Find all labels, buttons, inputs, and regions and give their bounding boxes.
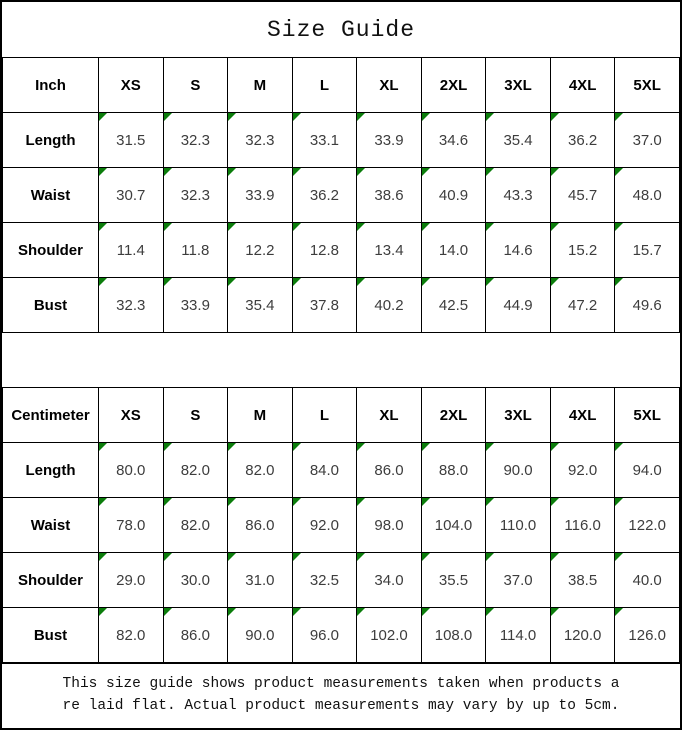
- cell-value: 13.4: [374, 241, 404, 259]
- cell-value: 35.5: [438, 571, 469, 589]
- cell-note-marker-icon: [228, 608, 236, 616]
- value-cell: [357, 553, 422, 608]
- size-header-cell: [615, 388, 680, 443]
- value-cell: [292, 608, 357, 663]
- header-label: 4XL: [568, 76, 597, 94]
- cell-value: 30.0: [180, 571, 210, 589]
- row-label: Waist: [30, 516, 71, 534]
- value-cell: [292, 113, 357, 168]
- value-cell: [292, 278, 357, 333]
- value-cell: [615, 278, 680, 333]
- value-cell: [550, 553, 615, 608]
- cell-value: 33.9: [180, 296, 210, 314]
- cell-value: 94.0: [632, 461, 662, 479]
- value-cell: [486, 113, 551, 168]
- size-header-cell: [292, 58, 357, 113]
- value-cell: [421, 553, 486, 608]
- table-row: [3, 553, 680, 608]
- cell-note-marker-icon: [228, 278, 236, 286]
- cell-note-marker-icon: [228, 113, 236, 121]
- centimeter-size-table: [2, 387, 680, 663]
- cell-note-marker-icon: [422, 553, 430, 561]
- cell-note-marker-icon: [422, 608, 430, 616]
- header-label: XL: [379, 406, 399, 424]
- cell-value: 32.3: [180, 131, 210, 149]
- cell-value: 33.9: [374, 131, 404, 149]
- cell-value: 34.6: [438, 131, 469, 149]
- cell-value: 49.6: [632, 296, 662, 314]
- cell-note-marker-icon: [293, 553, 301, 561]
- cell-note-marker-icon: [615, 113, 623, 121]
- value-cell: [99, 113, 164, 168]
- row-label-cell: [3, 608, 99, 663]
- cell-note-marker-icon: [228, 553, 236, 561]
- value-cell: [550, 168, 615, 223]
- cell-value: 84.0: [309, 461, 340, 479]
- cell-value: 116.0: [564, 516, 601, 534]
- size-header-cell: [163, 388, 228, 443]
- cell-value: 40.9: [438, 186, 469, 204]
- value-cell: [163, 113, 228, 168]
- header-label: Inch: [35, 76, 66, 94]
- header-label: S: [190, 406, 201, 424]
- size-header-cell: [228, 58, 293, 113]
- value-cell: [292, 223, 357, 278]
- cell-value: 82.0: [180, 461, 210, 479]
- cell-note-marker-icon: [486, 223, 494, 231]
- value-cell: [550, 498, 615, 553]
- value-cell: [615, 168, 680, 223]
- cell-value: 40.0: [632, 571, 662, 589]
- cell-value: 44.9: [503, 296, 533, 314]
- value-cell: [99, 278, 164, 333]
- header-label: Centimeter: [11, 406, 90, 424]
- measurement-note-line2: re laid flat. Actual product measurements may vary by up to 5cm.: [62, 698, 620, 714]
- value-cell: [292, 168, 357, 223]
- value-cell: [615, 443, 680, 498]
- row-label: Waist: [30, 186, 71, 204]
- value-cell: [486, 608, 551, 663]
- row-label-cell: [3, 223, 99, 278]
- cell-value: 92.0: [309, 516, 340, 534]
- cell-note-marker-icon: [99, 168, 107, 176]
- table-row: [3, 168, 680, 223]
- cell-note-marker-icon: [99, 113, 107, 121]
- cell-value: 14.0: [438, 241, 469, 259]
- value-cell: [486, 168, 551, 223]
- cell-note-marker-icon: [615, 223, 623, 231]
- value-cell: [615, 498, 680, 553]
- value-cell: [99, 223, 164, 278]
- value-cell: [228, 553, 293, 608]
- cell-value: 11.8: [181, 241, 210, 259]
- cell-value: 120.0: [563, 626, 602, 644]
- cell-note-marker-icon: [615, 608, 623, 616]
- cell-note-marker-icon: [551, 223, 559, 231]
- cell-value: 31.5: [116, 131, 146, 149]
- cell-note-marker-icon: [357, 553, 365, 561]
- header-label: 3XL: [504, 76, 532, 94]
- cell-note-marker-icon: [293, 223, 301, 231]
- cell-note-marker-icon: [228, 443, 236, 451]
- header-label: 2XL: [439, 406, 468, 424]
- value-cell: [421, 498, 486, 553]
- row-label: Bust: [33, 626, 68, 644]
- cell-note-marker-icon: [615, 553, 623, 561]
- cell-note-marker-icon: [164, 113, 172, 121]
- cell-note-marker-icon: [486, 278, 494, 286]
- table-row: [3, 443, 680, 498]
- cell-value: 36.2: [309, 186, 340, 204]
- table-spacer: [2, 333, 680, 387]
- header-label: XL: [379, 76, 399, 94]
- value-cell: [163, 498, 228, 553]
- cell-note-marker-icon: [357, 168, 365, 176]
- value-cell: [486, 498, 551, 553]
- header-label: 5XL: [633, 76, 661, 94]
- cell-value: 47.2: [568, 296, 598, 314]
- cell-note-marker-icon: [615, 168, 623, 176]
- value-cell: [421, 113, 486, 168]
- header-label: 2XL: [439, 76, 468, 94]
- size-header-cell: [357, 58, 422, 113]
- value-cell: [228, 168, 293, 223]
- cell-note-marker-icon: [486, 608, 494, 616]
- value-cell: [357, 278, 422, 333]
- cell-value: 102.0: [370, 626, 408, 644]
- value-cell: [99, 553, 164, 608]
- cell-note-marker-icon: [486, 113, 494, 121]
- unit-header-cell: [3, 388, 99, 443]
- value-cell: [292, 498, 357, 553]
- cell-value: 34.0: [374, 571, 404, 589]
- cell-value: 35.4: [503, 131, 533, 149]
- value-cell: [615, 553, 680, 608]
- measurement-note-line1: This size guide shows product measurements taken when products a: [62, 676, 620, 693]
- value-cell: [421, 278, 486, 333]
- row-label-cell: [3, 443, 99, 498]
- value-cell: [163, 608, 228, 663]
- value-cell: [421, 443, 486, 498]
- cell-note-marker-icon: [551, 608, 559, 616]
- cell-note-marker-icon: [357, 113, 365, 121]
- row-label: Shoulder: [17, 571, 83, 589]
- cell-note-marker-icon: [551, 168, 559, 176]
- measurement-note: [2, 663, 680, 728]
- cell-note-marker-icon: [164, 443, 172, 451]
- cell-value: 12.8: [309, 241, 340, 259]
- size-header-cell: [163, 58, 228, 113]
- cell-note-marker-icon: [615, 498, 623, 506]
- value-cell: [228, 608, 293, 663]
- cell-value: 48.0: [632, 186, 662, 204]
- size-header-cell: [292, 388, 357, 443]
- size-header-cell: [550, 388, 615, 443]
- size-header-cell: [486, 388, 551, 443]
- cell-value: 82.0: [245, 461, 275, 479]
- cell-note-marker-icon: [422, 113, 430, 121]
- value-cell: [163, 278, 228, 333]
- size-header-cell: [99, 388, 164, 443]
- cell-note-marker-icon: [615, 443, 623, 451]
- cell-value: 32.5: [309, 571, 340, 589]
- cell-value: 114.0: [499, 626, 537, 644]
- value-cell: [550, 443, 615, 498]
- cell-note-marker-icon: [99, 553, 107, 561]
- header-row: [3, 388, 680, 443]
- size-header-cell: [357, 388, 422, 443]
- cell-value: 96.0: [309, 626, 340, 644]
- cell-value: 11.4: [116, 241, 145, 259]
- cell-value: 45.7: [568, 186, 598, 204]
- cell-note-marker-icon: [293, 608, 301, 616]
- cell-value: 32.3: [180, 186, 210, 204]
- cell-value: 15.2: [568, 241, 598, 259]
- value-cell: [357, 223, 422, 278]
- cell-value: 122.0: [628, 516, 666, 534]
- value-cell: [421, 168, 486, 223]
- cell-value: 12.2: [245, 241, 275, 259]
- value-cell: [615, 113, 680, 168]
- cell-note-marker-icon: [357, 223, 365, 231]
- cell-note-marker-icon: [99, 608, 107, 616]
- cell-value: 38.5: [568, 571, 598, 589]
- row-label: Length: [25, 461, 76, 479]
- cell-note-marker-icon: [422, 168, 430, 176]
- value-cell: [486, 443, 551, 498]
- cell-value: 110.0: [499, 516, 537, 534]
- cell-value: 36.2: [568, 131, 598, 149]
- value-cell: [163, 223, 228, 278]
- cell-value: 82.0: [180, 516, 210, 534]
- value-cell: [228, 278, 293, 333]
- cell-value: 38.6: [374, 186, 404, 204]
- cell-note-marker-icon: [422, 498, 430, 506]
- value-cell: [163, 168, 228, 223]
- page-title: Size Guide: [266, 16, 416, 43]
- cell-note-marker-icon: [99, 498, 107, 506]
- cell-value: 82.0: [116, 626, 146, 644]
- value-cell: [550, 113, 615, 168]
- cell-value: 108.0: [434, 626, 473, 644]
- cell-value: 37.8: [309, 296, 340, 314]
- unit-header-cell: [3, 58, 99, 113]
- row-label-cell: [3, 553, 99, 608]
- cell-value: 14.6: [503, 241, 533, 259]
- value-cell: [163, 553, 228, 608]
- header-label: S: [190, 76, 201, 94]
- value-cell: [228, 498, 293, 553]
- cell-note-marker-icon: [293, 278, 301, 286]
- value-cell: [228, 223, 293, 278]
- cell-note-marker-icon: [99, 223, 107, 231]
- value-cell: [421, 223, 486, 278]
- cell-note-marker-icon: [551, 553, 559, 561]
- value-cell: [99, 443, 164, 498]
- cell-note-marker-icon: [164, 553, 172, 561]
- value-cell: [357, 113, 422, 168]
- cell-note-marker-icon: [164, 168, 172, 176]
- value-cell: [228, 443, 293, 498]
- cell-note-marker-icon: [228, 223, 236, 231]
- cell-note-marker-icon: [422, 443, 430, 451]
- size-header-cell: [550, 58, 615, 113]
- cell-note-marker-icon: [551, 443, 559, 451]
- value-cell: [99, 608, 164, 663]
- cell-value: 33.9: [245, 186, 275, 204]
- cell-value: 43.3: [503, 186, 533, 204]
- inch-table-container: [2, 57, 680, 333]
- size-header-cell: [421, 58, 486, 113]
- cell-value: 90.0: [503, 461, 533, 479]
- row-label-cell: [3, 278, 99, 333]
- value-cell: [486, 223, 551, 278]
- size-header-cell: [615, 58, 680, 113]
- centimeter-table-container: [2, 387, 680, 663]
- cell-note-marker-icon: [422, 223, 430, 231]
- cell-value: 33.1: [309, 131, 340, 149]
- header-label: 3XL: [504, 406, 532, 424]
- cell-value: 86.0: [245, 516, 275, 534]
- cell-note-marker-icon: [164, 223, 172, 231]
- table-row: [3, 223, 680, 278]
- value-cell: [550, 278, 615, 333]
- cell-value: 40.2: [374, 296, 404, 314]
- cell-note-marker-icon: [293, 498, 301, 506]
- cell-value: 98.0: [374, 516, 404, 534]
- cell-value: 15.7: [632, 241, 662, 259]
- value-cell: [357, 498, 422, 553]
- cell-note-marker-icon: [486, 168, 494, 176]
- value-cell: [163, 443, 228, 498]
- header-label: XS: [120, 76, 141, 94]
- table-row: [3, 113, 680, 168]
- cell-note-marker-icon: [551, 498, 559, 506]
- cell-note-marker-icon: [486, 553, 494, 561]
- value-cell: [486, 553, 551, 608]
- cell-value: 80.0: [116, 461, 146, 479]
- size-header-cell: [99, 58, 164, 113]
- cell-value: 31.0: [245, 571, 275, 589]
- cell-note-marker-icon: [357, 498, 365, 506]
- header-label: M: [253, 76, 267, 94]
- row-label: Shoulder: [17, 241, 83, 259]
- header-label: L: [319, 406, 329, 424]
- cell-note-marker-icon: [164, 278, 172, 286]
- row-label-cell: [3, 498, 99, 553]
- cell-note-marker-icon: [357, 278, 365, 286]
- cell-value: 35.4: [245, 296, 275, 314]
- cell-value: 92.0: [568, 461, 598, 479]
- value-cell: [292, 443, 357, 498]
- cell-note-marker-icon: [228, 498, 236, 506]
- table-row: [3, 498, 680, 553]
- value-cell: [357, 168, 422, 223]
- inch-size-table: [2, 57, 680, 333]
- cell-note-marker-icon: [164, 608, 172, 616]
- cell-note-marker-icon: [99, 443, 107, 451]
- header-row: [3, 58, 680, 113]
- cell-note-marker-icon: [357, 443, 365, 451]
- value-cell: [99, 168, 164, 223]
- value-cell: [228, 113, 293, 168]
- value-cell: [357, 443, 422, 498]
- cell-note-marker-icon: [486, 498, 494, 506]
- cell-note-marker-icon: [99, 278, 107, 286]
- cell-value: 86.0: [180, 626, 210, 644]
- cell-value: 37.0: [503, 571, 533, 589]
- value-cell: [550, 608, 615, 663]
- header-label: 4XL: [568, 406, 597, 424]
- value-cell: [292, 553, 357, 608]
- cell-value: 32.3: [116, 296, 146, 314]
- row-label-cell: [3, 113, 99, 168]
- size-header-cell: [421, 388, 486, 443]
- row-label: Length: [25, 131, 76, 149]
- header-label: M: [253, 406, 267, 424]
- cell-note-marker-icon: [551, 113, 559, 121]
- cell-value: 30.7: [116, 186, 146, 204]
- cell-value: 90.0: [245, 626, 275, 644]
- cell-value: 104.0: [434, 516, 473, 534]
- size-header-cell: [228, 388, 293, 443]
- header-label: 5XL: [633, 406, 661, 424]
- cell-note-marker-icon: [293, 113, 301, 121]
- table-row: [3, 608, 680, 663]
- value-cell: [421, 608, 486, 663]
- value-cell: [550, 223, 615, 278]
- row-label-cell: [3, 168, 99, 223]
- table-row: [3, 278, 680, 333]
- value-cell: [99, 498, 164, 553]
- cell-note-marker-icon: [293, 168, 301, 176]
- cell-value: 37.0: [632, 131, 662, 149]
- cell-value: 29.0: [116, 571, 146, 589]
- cell-value: 126.0: [628, 626, 666, 644]
- cell-value: 78.0: [116, 516, 146, 534]
- header-label: L: [319, 76, 329, 94]
- size-header-cell: [486, 58, 551, 113]
- cell-note-marker-icon: [615, 278, 623, 286]
- row-label: Bust: [33, 296, 68, 314]
- value-cell: [615, 608, 680, 663]
- cell-note-marker-icon: [293, 443, 301, 451]
- cell-note-marker-icon: [164, 498, 172, 506]
- cell-note-marker-icon: [422, 278, 430, 286]
- cell-note-marker-icon: [551, 278, 559, 286]
- cell-value: 86.0: [374, 461, 404, 479]
- header-label: XS: [120, 406, 141, 424]
- value-cell: [357, 608, 422, 663]
- cell-note-marker-icon: [486, 443, 494, 451]
- value-cell: [486, 278, 551, 333]
- cell-value: 42.5: [438, 296, 469, 314]
- value-cell: [615, 223, 680, 278]
- cell-value: 32.3: [245, 131, 275, 149]
- cell-value: 88.0: [438, 461, 469, 479]
- cell-note-marker-icon: [357, 608, 365, 616]
- cell-note-marker-icon: [228, 168, 236, 176]
